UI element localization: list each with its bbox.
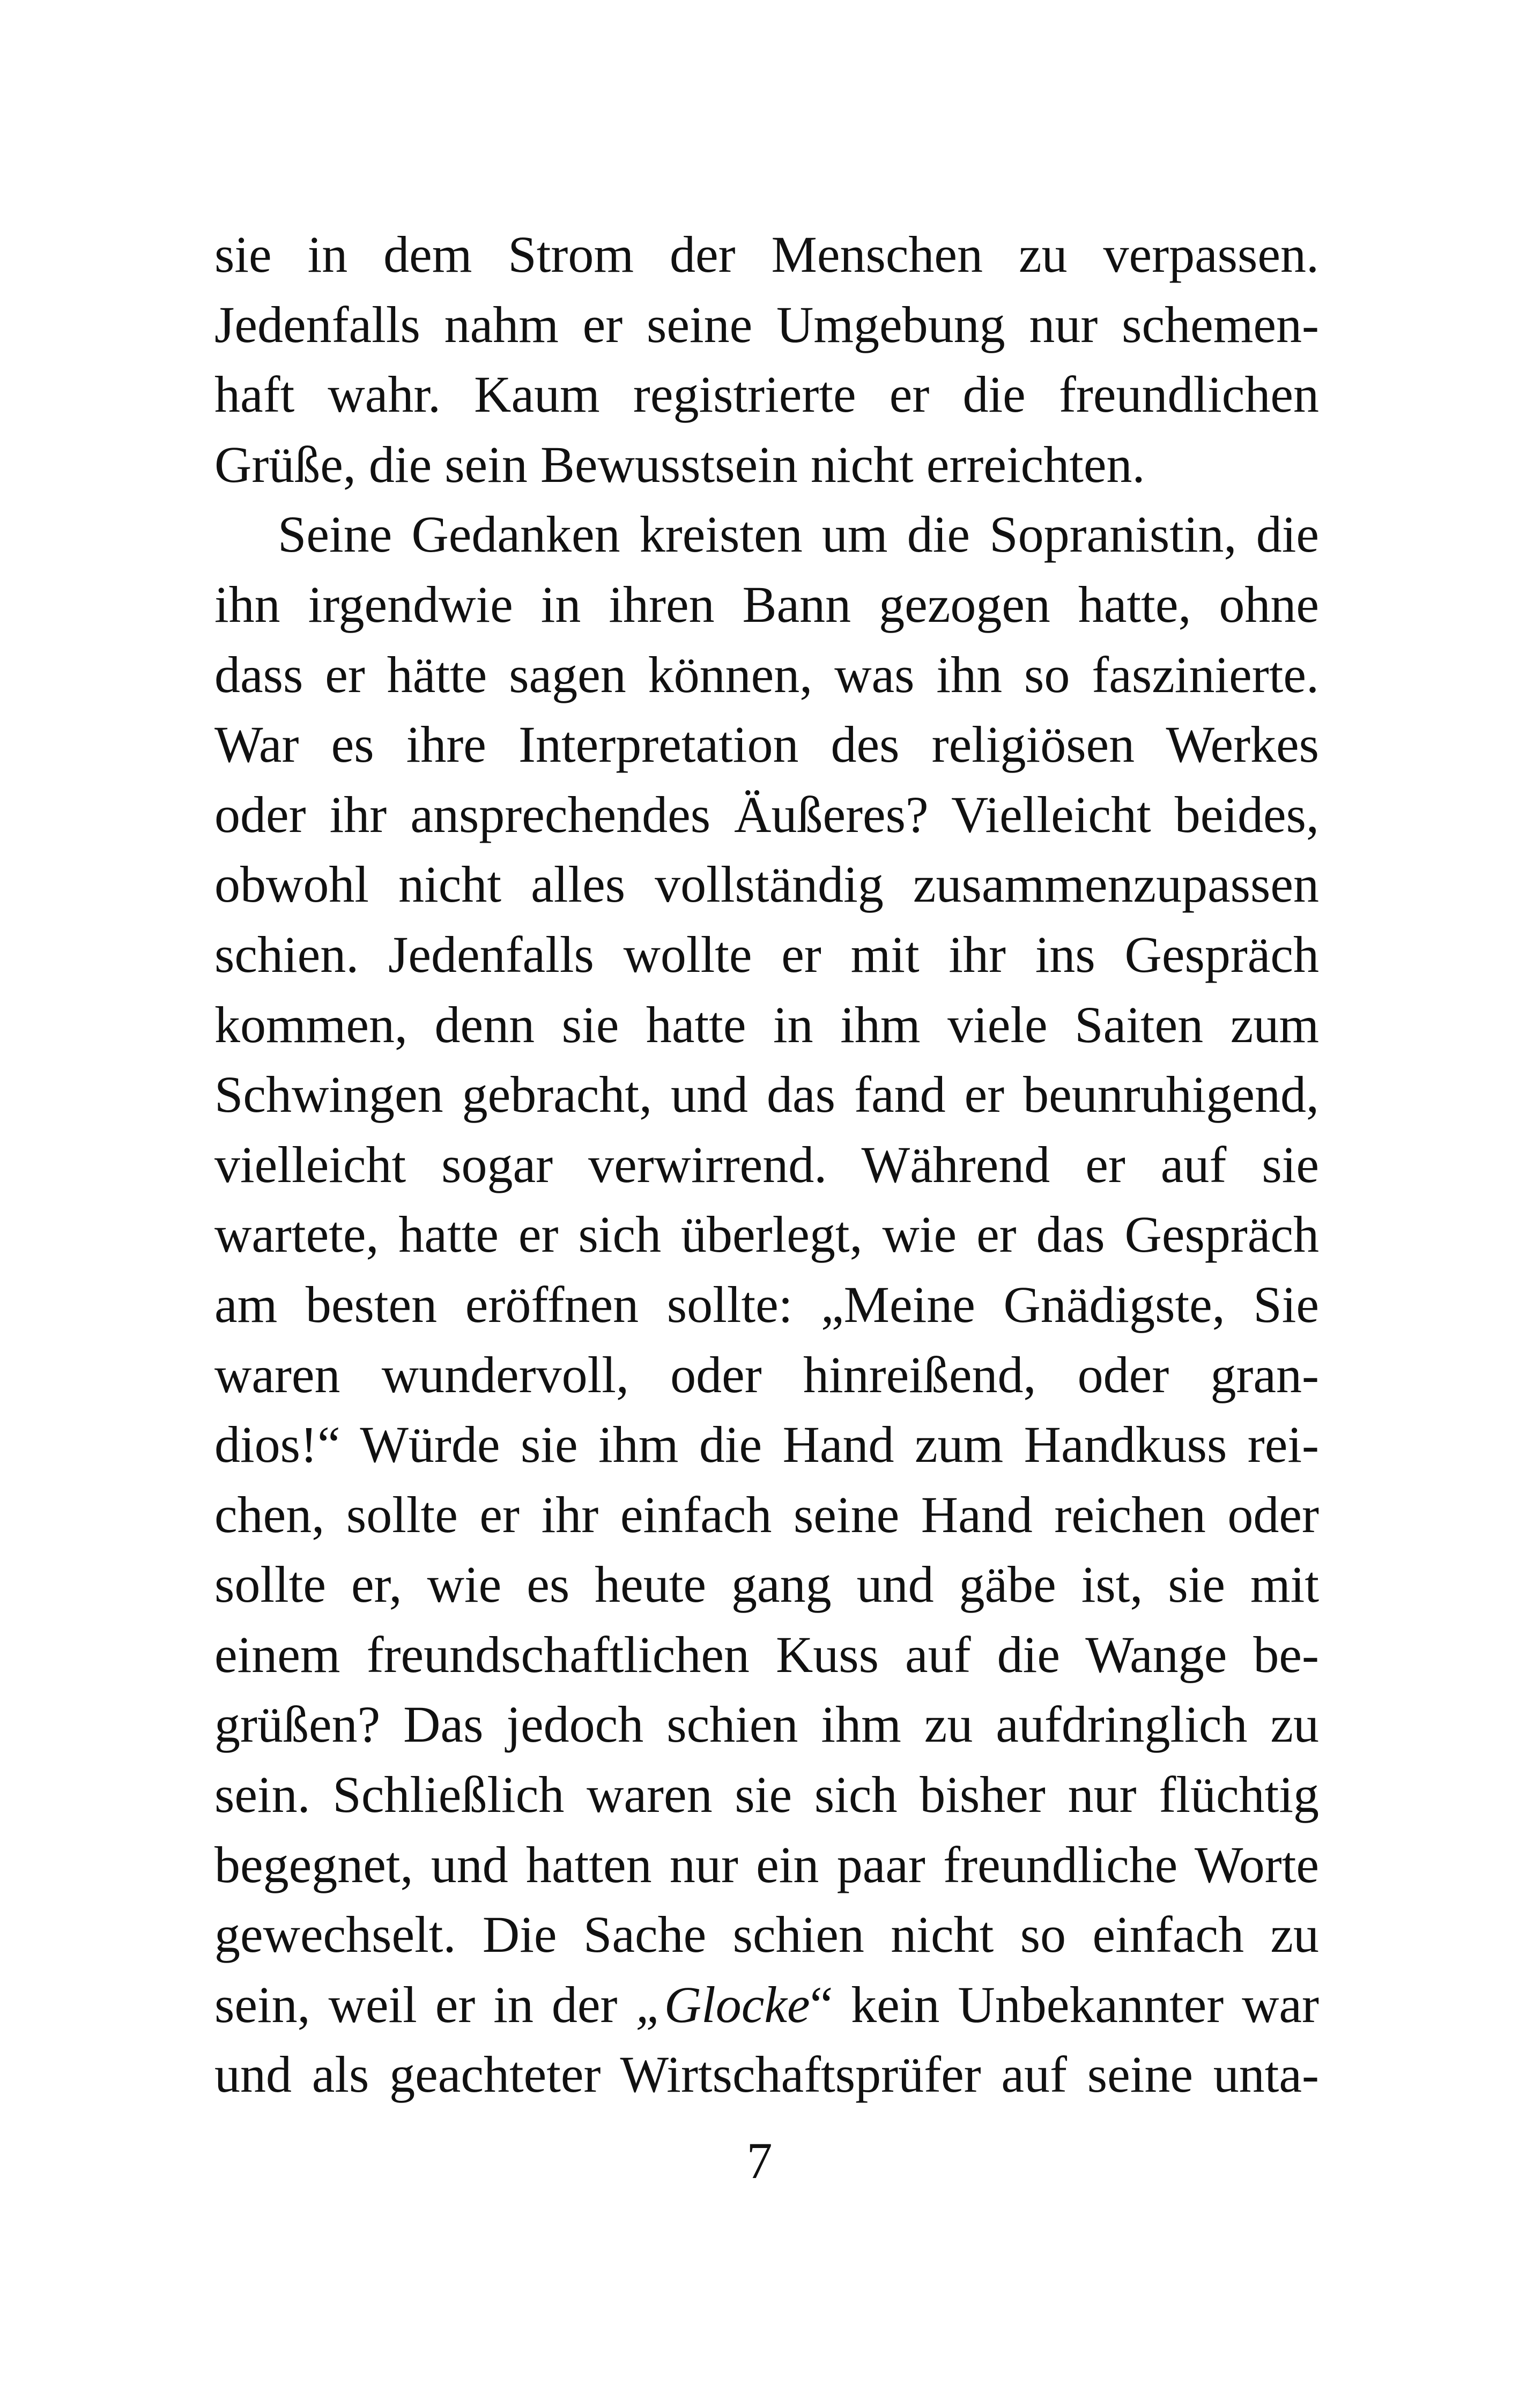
text-line: grüßen? Das jedoch schien ihm zu aufdringlich zu [214,1696,1319,1753]
text-line: ihn irgendwie in ihren Bann gezogen hatte, ohne [214,575,1319,633]
text-line: kommen, denn sie hatte in ihm viele Saiten zum [214,995,1319,1053]
text-line: begegnet, und hatten nur ein paar freundliche Worte [214,1835,1319,1893]
text-line: dass er hätte sagen können, was ihn so faszinierte. [214,645,1319,703]
paragraph-first-line: Seine Gedanken kreisten um die Sopranistin, die [278,506,1319,563]
text-line-glocke [214,1970,1319,2040]
italic-title-glocke: „Glocke [635,1975,810,2033]
text-line: vielleicht sogar verwirrend. Während er auf sie [214,1135,1319,1193]
text-line: oder ihr ansprechendes Äußeres? Vielleicht beides, [214,785,1319,843]
text-line: wartete, hatte er sich überlegt, wie er das Gespräch [214,1206,1319,1264]
text-line: Grüße, die sein Bewusstsein nicht erreichten. [214,435,1145,493]
text-line: schien. Jedenfalls wollte er mit ihr ins Gespräch [214,925,1319,983]
text-line: obwohl nicht alles vollständig zusammenzupassen [214,856,1319,913]
text-line: und als geachteter Wirtschaftsprüfer auf seine unta- [214,2046,1319,2104]
text-line: haft wahr. Kaum registrierte er die freundlichen [214,366,1319,423]
text-line: einem freundschaftlichen Kuss auf die Wange be- [214,1625,1319,1683]
text-line: sein. Schließlich waren sie sich bisher nur flüchtig [214,1766,1319,1824]
text-segment: “ kein Unbekannter war [810,1975,1320,2033]
text-segment: sein, weil er in der [214,1975,636,2033]
text-line: War es ihre Interpretation des religiösen Werkes [214,716,1319,774]
text-line: chen, sollte er ihr einfach seine Hand reichen oder [214,1485,1319,1543]
text-line: waren wundervoll, oder hinreißend, oder gran- [214,1346,1319,1403]
text-line: Schwingen gebracht, und das fand er beunruhigend, [214,1066,1319,1124]
text-line: gewechselt. Die Sache schien nicht so einfach zu [214,1906,1319,1964]
text-line: sie in dem Strom der Menschen zu verpassen. [214,226,1319,283]
text-line: am besten eröffnen sollte: „Meine Gnädigste, Sie [214,1275,1319,1333]
text-line: sollte er, wie es heute gang und gäbe ist, sie mit [214,1556,1319,1614]
body-text [214,220,1319,2110]
text-line: Jedenfalls nahm er seine Umgebung nur schemen- [214,295,1319,353]
page-number: 7 [746,2132,773,2189]
text-line: dios!“ Würde sie ihm die Hand zum Handkuss rei- [214,1416,1319,1474]
